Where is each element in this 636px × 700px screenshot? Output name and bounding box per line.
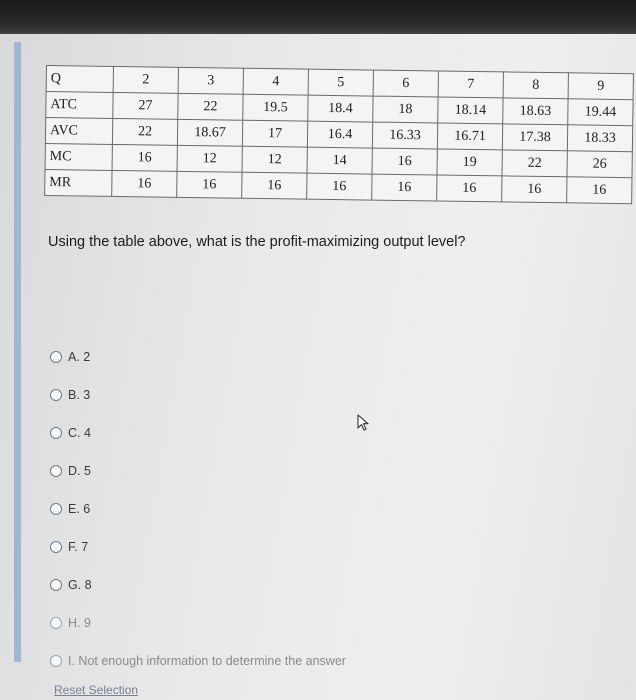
answer-option-label: A. 2 — [68, 350, 91, 364]
radio-button-icon[interactable] — [50, 389, 62, 401]
radio-button-icon[interactable] — [50, 465, 62, 477]
table-cell: 19 — [437, 149, 502, 176]
row-label: AVC — [45, 118, 112, 145]
answer-option[interactable] — [50, 540, 88, 554]
radio-button-icon[interactable] — [50, 579, 62, 591]
table-cell: 16.33 — [372, 122, 437, 149]
answer-option[interactable] — [50, 502, 90, 516]
radio-button-icon[interactable] — [50, 541, 62, 553]
answer-option[interactable] — [50, 616, 91, 630]
table-cell: 7 — [438, 71, 503, 98]
table-cell: 16 — [112, 170, 177, 197]
table-cell: 16.71 — [437, 123, 502, 150]
table-cell: 22 — [178, 93, 243, 120]
table-cell: 16 — [502, 176, 567, 203]
answer-option[interactable] — [50, 654, 346, 668]
answer-option-label: B. 3 — [68, 388, 91, 402]
table-cell: 16 — [177, 171, 242, 198]
table-cell: 8 — [503, 72, 568, 99]
row-label: MC — [45, 143, 112, 170]
table-cell: 14 — [307, 147, 372, 174]
radio-button-icon[interactable] — [50, 655, 62, 667]
table-cell: 6 — [373, 70, 438, 97]
answer-option[interactable] — [50, 388, 90, 402]
table-cell: 18.4 — [308, 95, 373, 122]
radio-button-icon[interactable] — [50, 503, 62, 515]
answer-option-label: H. 9 — [68, 616, 91, 630]
answer-option[interactable] — [50, 578, 92, 592]
table-cell: 26 — [567, 151, 632, 178]
answer-option-label: C. 4 — [68, 426, 91, 440]
table-cell: 18.63 — [503, 98, 568, 125]
question-text: Using the table above, what is the profit-maximizing output level? — [48, 234, 466, 250]
monitor-bezel — [0, 0, 636, 36]
table-cell: 19.5 — [243, 94, 308, 121]
answer-option-label: E. 6 — [68, 502, 91, 516]
table-cell: 17.38 — [502, 124, 567, 151]
table-cell: 5 — [308, 69, 373, 96]
answer-option-label: G. 8 — [68, 578, 92, 592]
radio-button-icon[interactable] — [50, 427, 62, 439]
table-cell: 22 — [502, 150, 567, 177]
answer-option-label: D. 5 — [68, 464, 91, 478]
row-label: Q — [46, 66, 113, 93]
table-cell: 19.44 — [568, 99, 633, 126]
table-cell: 16.4 — [307, 121, 372, 148]
cost-revenue-table — [44, 65, 634, 204]
table-cell: 18.67 — [177, 119, 242, 146]
table-cell: 16 — [372, 174, 437, 201]
table-cell: 16 — [372, 148, 437, 175]
table-cell: 17 — [242, 120, 307, 147]
table-cell: 27 — [113, 92, 178, 119]
radio-button-icon[interactable] — [50, 617, 62, 629]
answer-option[interactable] — [50, 350, 90, 364]
radio-button-icon[interactable] — [50, 351, 62, 363]
answer-option-label: I. Not enough information to determine the answer — [68, 654, 346, 668]
table-cell: 16 — [437, 175, 502, 202]
table-cell: 16 — [567, 177, 632, 204]
table-cell: 9 — [568, 73, 633, 100]
table-cell: 16 — [242, 172, 307, 199]
table-cell: 16 — [112, 144, 177, 171]
table-cell: 18.33 — [567, 125, 632, 152]
row-label: ATC — [46, 92, 113, 119]
table-cell: 12 — [177, 145, 242, 172]
row-label: MR — [45, 169, 112, 196]
reset-selection-link[interactable]: Reset Selection — [54, 683, 139, 697]
table-cell: 22 — [112, 118, 177, 145]
mouse-pointer-icon — [357, 414, 371, 432]
table-cell: 16 — [307, 173, 372, 200]
answer-option-label: F. 7 — [68, 540, 89, 554]
answer-option[interactable] — [50, 426, 91, 440]
question-accent-bar — [14, 42, 21, 662]
table-cell: 18 — [373, 96, 438, 123]
table-cell: 4 — [243, 68, 308, 95]
table-cell: 3 — [178, 67, 243, 94]
table-cell: 2 — [113, 66, 178, 93]
answer-option[interactable] — [50, 464, 91, 478]
table-cell: 12 — [242, 146, 307, 173]
table-cell: 18.14 — [438, 97, 503, 124]
